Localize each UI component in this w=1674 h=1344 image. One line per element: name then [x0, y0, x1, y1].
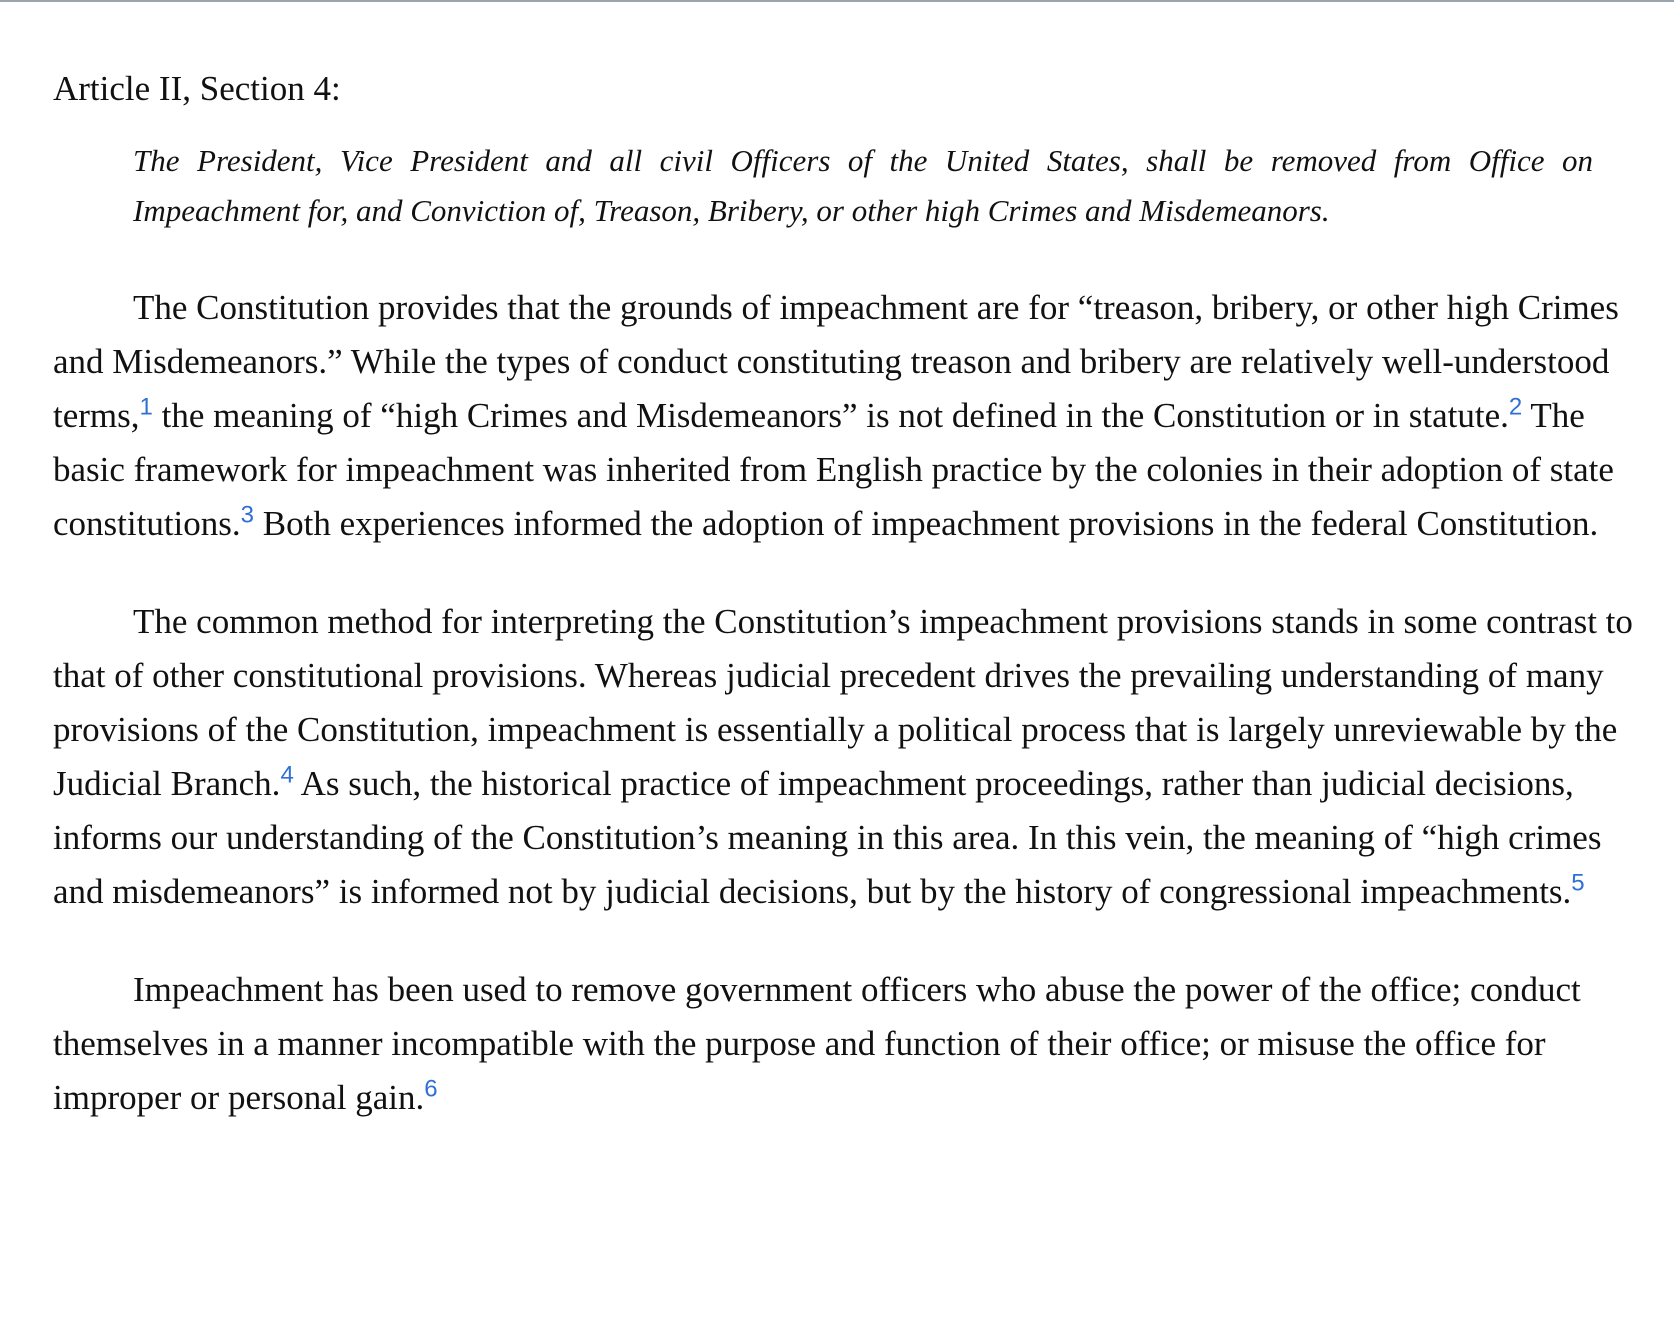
footnote-link-3[interactable]: 3: [240, 501, 255, 529]
top-divider: [0, 0, 1674, 2]
constitution-quote: The President, Vice President and all civil Officers of the United States, shall be removed from Office on Impeachment for, and Conviction of, Treason, Bribery, or other high Crimes and Misdemeanors.: [133, 143, 1593, 228]
paragraph-text: Impeachment has been used to remove government officers who abuse the power of the office; conduct themselves in a manner incompatible with the purpose and function of their office; or misuse the office for improper or personal gain.: [53, 970, 1581, 1117]
footnote-link-1[interactable]: 1: [139, 393, 153, 421]
paragraph-interpretation: [53, 595, 1643, 919]
footnote-link-4[interactable]: 4: [280, 761, 294, 789]
paragraph-usage: [53, 963, 1643, 1125]
paragraph-text: The basic framework for impeachment was inherited from English practice by the colonies in their adoption of state constitutions.: [53, 396, 1614, 543]
section-heading: Article II, Section 4:: [53, 69, 341, 108]
footnote-link-5[interactable]: 5: [1571, 869, 1585, 897]
paragraph-text: As such, the historical practice of impeachment proceedings, rather than judicial decisions, informs our understanding of the Constitution’s meaning in this area. In this vein, the meaning of “high crimes and misdemeanors” is informed not by judicial decisions, but by the history of congressional impeachments.: [53, 764, 1602, 911]
paragraph-text: The Constitution provides that the grounds of impeachment are for “treason, bribery, or other high Crimes and Misdemeanors.” While the types of conduct constituting treason and bribery are relatively well-understood terms,: [53, 288, 1619, 435]
paragraph-grounds: [53, 281, 1643, 551]
paragraph-text: The common method for interpreting the Constitution’s impeachment provisions stands in some contrast to that of other constitutional provisions. Whereas judicial precedent drives the prevailing understanding of many provisions of the Constitution, impeachment is essentially a political process that is largely unreviewable by the Judicial Branch.: [53, 602, 1633, 803]
document-body: [53, 60, 1643, 1169]
footnote-link-6[interactable]: 6: [424, 1075, 438, 1103]
footnote-link-2[interactable]: 2: [1508, 393, 1523, 421]
paragraph-text: the meaning of “high Crimes and Misdemeanors” is not defined in the Constitution or in statute.: [152, 396, 1509, 435]
paragraph-text: Both experiences informed the adoption of impeachment provisions in the federal Constitution.: [254, 504, 1599, 543]
